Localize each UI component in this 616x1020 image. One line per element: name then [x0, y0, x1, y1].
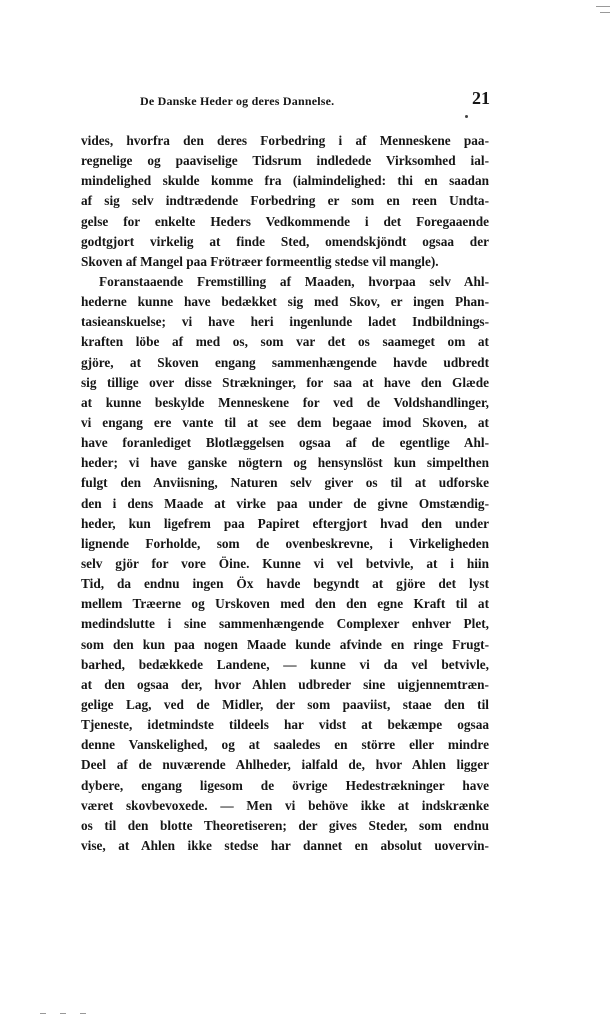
body-text — [81, 131, 489, 856]
text-line: medindslutte i sine sammenhængende Complexer enhver Plet, — [81, 616, 489, 632]
text-line: barhed, bedækkede Landene, — kunne vi da vel betvivle, — [81, 656, 489, 672]
text-line: Tid, da endnu ingen Öx havde begyndt at gjöre det lyst — [81, 576, 489, 592]
text-line: dybere, engang ligesom de övrige Hedestrækninger have — [81, 777, 489, 793]
text-line: selv gjör for vore Öine. Kunne vi vel betvivle, at i hiin — [81, 555, 489, 571]
text-line: gelige Lag, ved de Midler, der som paaviist, staae den til — [81, 696, 489, 712]
running-title: De Danske Heder og deres Dannelse. — [140, 94, 335, 108]
text-line: at kunne beskylde Menneskene for ved de Voldshandlinger, — [81, 394, 489, 410]
text-line: vi engang ere vante til at see dem begaae imod Skoven, at — [81, 414, 489, 430]
text-line: Skoven af Mangel paa Frötræer formeentlig stedse vil mangle). — [81, 253, 439, 269]
text-line: gjöre, at Skoven engang sammenhængende havde udbredt — [81, 354, 489, 370]
text-line: tasieanskuelse; vi have heri ingenlunde ladet Indbildnings- — [81, 314, 489, 330]
text-line: regnelige og paaviselige Tidsrum indledede Virksomhed ial- — [81, 153, 489, 169]
text-line: os til den blotte Theoretiseren; der gives Steder, som endnu — [81, 817, 489, 833]
text-line: Foranstaaende Fremstilling af Maaden, hvorpaa selv Ahl- — [99, 273, 489, 289]
ink-speck — [465, 115, 468, 118]
text-line: af sig selv indtrædende Forbedring er som en reen Undta- — [81, 193, 489, 209]
text-line: mindelighed skulde komme fra (ialmindelighed: thi en saadan — [81, 173, 489, 189]
page-edge-marks-bottom — [40, 1012, 100, 1016]
text-line: lignende Forholde, som de ovenbeskrevne, i Virkeligheden — [81, 535, 489, 551]
text-line: den i dens Maade at virke paa under de givne Omstændig- — [81, 495, 489, 511]
text-line: gelse for enkelte Heders Vedkommende i det Foregaaende — [81, 213, 489, 229]
text-line: at den ogsaa der, hvor Ahlen udbreder sine uigjennemtræn- — [81, 676, 489, 692]
text-line: have foranlediget Blotlæggelsen ogsaa af de egentlige Ahl- — [81, 435, 489, 451]
text-line: Deel af de nuværende Ahlheder, ialfald de, hvor Ahlen ligger — [81, 757, 489, 773]
text-line: denne Vanskelighed, og at saaledes en större eller mindre — [81, 737, 489, 753]
text-line: vise, at Ahlen ikke stedse har dannet en absolut uovervin- — [81, 837, 489, 853]
page-number: 21 — [472, 88, 490, 108]
text-line: Tjeneste, idetmindste tildeels har vidst at bekæmpe ogsaa — [81, 717, 489, 733]
text-line: godtgjort virkelig at finde Sted, omendskjöndt ogsaa der — [81, 233, 489, 249]
text-line: sig tillige over disse Strækninger, for saa at have den Glæde — [81, 374, 489, 390]
text-line: kraften löbe af med os, som var det os saameget om at — [81, 334, 489, 350]
text-line: som den kun paa nogen Maade kunde afvinde en ringe Frugt- — [81, 636, 489, 652]
text-line: heder; vi have ganske nögtern og hensynslöst kun simpelthen — [81, 455, 489, 471]
text-line: været skovbevoxede. — Men vi behöve ikke at indskrænke — [81, 797, 489, 813]
text-line: hederne kunne have bedækket sig med Skov, er ingen Phan- — [81, 294, 489, 310]
page-header — [140, 88, 490, 112]
text-line: mellem Træerne og Urskoven med den den egne Kraft til at — [81, 596, 489, 612]
text-line: fulgt den Anviisning, Naturen selv giver os til at udforske — [81, 475, 489, 491]
text-line: vides, hvorfra den deres Forbedring i af Menneskene paa- — [81, 133, 489, 148]
text-line: heder, kun ligefrem paa Papiret eftergjort hvad den under — [81, 515, 489, 531]
page-edge-marks — [594, 4, 610, 20]
